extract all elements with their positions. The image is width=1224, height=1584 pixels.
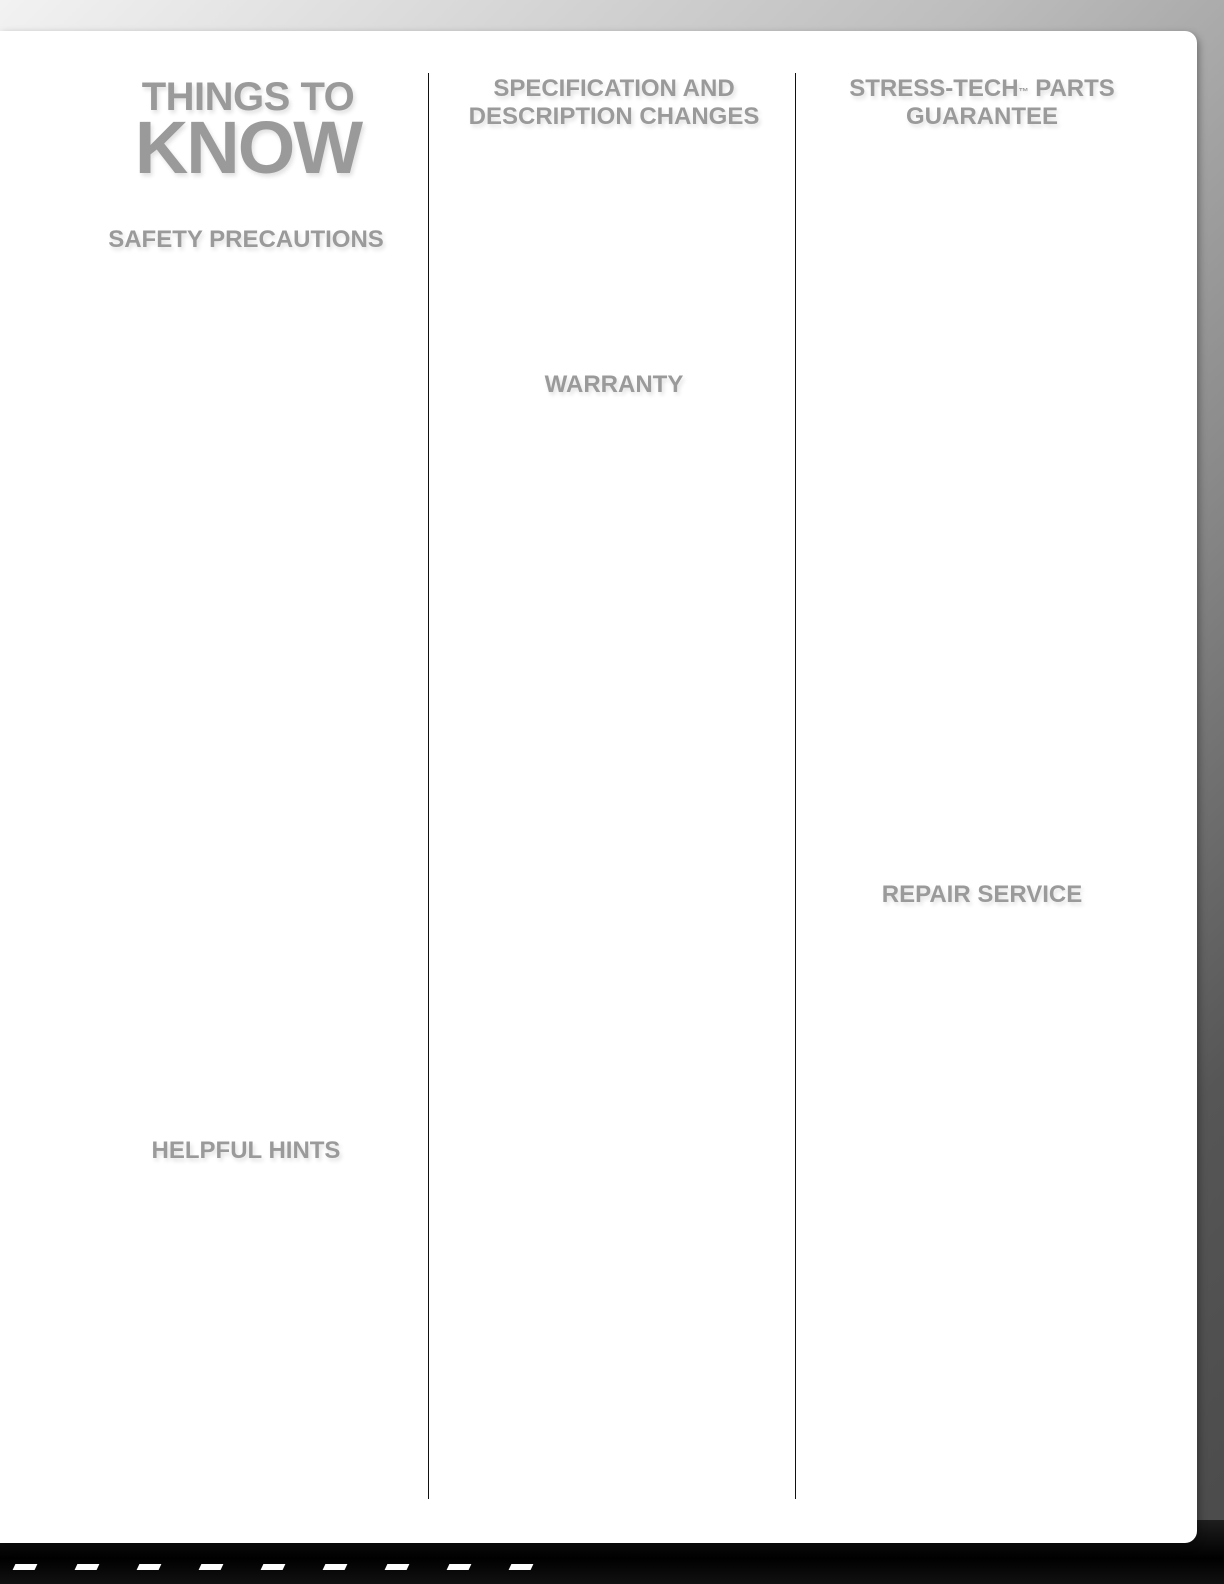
page-title-line1: THINGS TO (141, 75, 355, 119)
column-divider-right (795, 73, 796, 1499)
parts-guarantee-heading (812, 75, 1152, 131)
specification-changes-heading (444, 75, 784, 131)
page-card (0, 31, 1197, 1543)
road-dash (13, 1564, 38, 1570)
repair-service-heading: REPAIR SERVICE (881, 881, 1083, 908)
helpful-hints-heading: HELPFUL HINTS (151, 1137, 341, 1164)
guarantee-parts: PARTS (1028, 75, 1115, 102)
road-dash (509, 1564, 534, 1570)
road-dash (199, 1564, 224, 1570)
guarantee-heading-line1 (812, 75, 1152, 103)
road-dash (323, 1564, 348, 1570)
road-dash (261, 1564, 286, 1570)
trademark-symbol: ™ (1018, 87, 1029, 98)
page-title-line2: KNOW (134, 106, 362, 189)
safety-precautions-heading: SAFETY PRECAUTIONS (108, 226, 384, 253)
specification-heading-line1: SPECIFICATION AND (493, 75, 735, 102)
road-dash (385, 1564, 410, 1570)
guarantee-brand: STRESS-TECH (849, 75, 1019, 102)
warranty-heading: WARRANTY (544, 371, 684, 398)
road-dash (75, 1564, 100, 1570)
column-divider-left (428, 73, 429, 1499)
guarantee-heading-line2: GUARANTEE (905, 103, 1058, 130)
road-dash (447, 1564, 472, 1570)
road-dash (137, 1564, 162, 1570)
specification-heading-line2: DESCRIPTION CHANGES (468, 103, 760, 130)
